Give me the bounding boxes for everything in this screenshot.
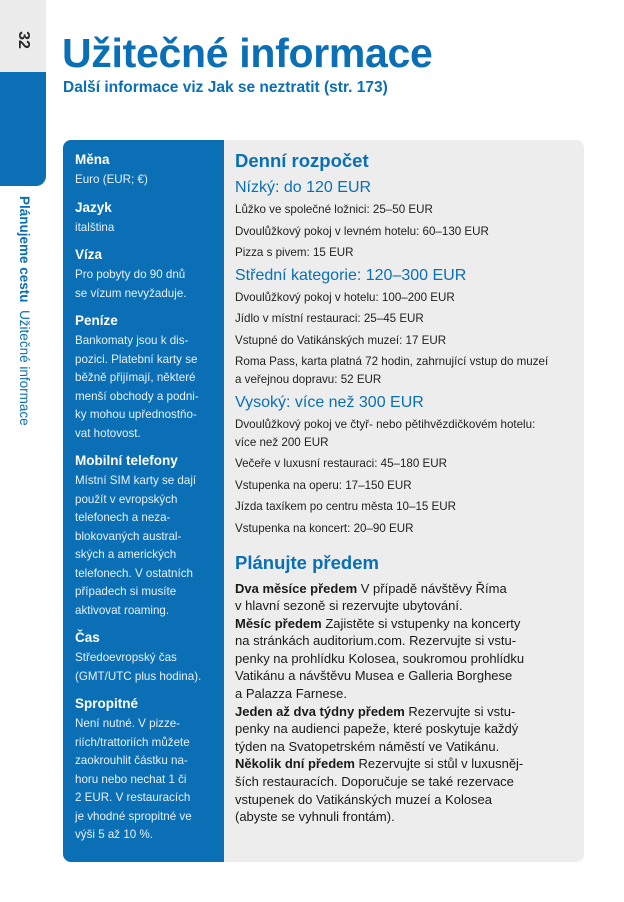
info-item <box>75 696 214 845</box>
budget-item-line: Vstupenka na operu: 17–150 EUR <box>235 478 412 492</box>
budget-item-line: více než 200 EUR <box>235 435 329 449</box>
info-card <box>63 140 584 862</box>
info-line: výši 5 až 10 %. <box>75 828 153 841</box>
info-line: Místní SIM karty se dají <box>75 474 197 487</box>
info-item <box>75 152 214 190</box>
info-heading: Víza <box>75 247 103 262</box>
plan-entry-label: Měsíc předem <box>235 615 322 631</box>
plan-entry <box>235 755 577 825</box>
info-heading: Peníze <box>75 313 118 328</box>
info-line: telefonech. V ostatních <box>75 566 193 580</box>
budget-item <box>235 310 577 328</box>
info-heading: Mobilní telefony <box>75 453 178 468</box>
plan-entry-text: V případě návštěvy Říma <box>357 580 507 596</box>
budget-item <box>235 332 577 350</box>
plan-entry-line <box>235 703 577 721</box>
quick-facts-column <box>63 140 224 862</box>
plan-entry-line: na stránkách auditorium.com. Rezervujte si vstu- <box>235 633 517 649</box>
budget-item-line: Jízda taxíkem po centru města 10–15 EUR <box>235 500 457 513</box>
plan-entry-line: v hlavní sezoně si rezervujte ubytování. <box>235 598 463 614</box>
info-line: případech si musíte <box>75 585 177 598</box>
budget-item-line: Lůžko ve společné ložnici: 25–50 EUR <box>235 203 433 216</box>
budget-tiers <box>235 178 577 538</box>
info-text <box>75 332 214 443</box>
budget-item <box>235 353 577 389</box>
info-heading: Spropitné <box>75 696 138 711</box>
budget-item <box>235 223 577 241</box>
budget-item-line: Pizza s pivem: 15 EUR <box>235 246 354 259</box>
info-line: Bankomaty jsou k dis- <box>75 334 189 347</box>
plan-entry-text: Zajistěte si vstupenky na koncerty <box>321 615 521 631</box>
section-label <box>0 190 46 490</box>
info-line: menší obchody a podni- <box>75 389 199 403</box>
main-column <box>235 150 577 826</box>
info-line: telefonech a neza- <box>75 511 171 524</box>
info-item <box>75 313 214 443</box>
info-line: ských a amerických <box>75 548 177 561</box>
info-line: riích/trattoriích můžete <box>75 735 190 749</box>
info-item <box>75 247 214 303</box>
plan-entry-text: Rezervujte si vstu- <box>404 703 516 719</box>
budget-item-line: Večeře v luxusní restauraci: 45–180 EUR <box>235 457 448 470</box>
info-line: se vízum nevyžaduje. <box>75 286 187 300</box>
budget-item-line: a veřejnou dopravu: 52 EUR <box>235 373 382 386</box>
info-text <box>75 715 214 845</box>
info-line: vat hotovost. <box>75 426 141 440</box>
info-line: běžně přijímají, některé <box>75 371 196 384</box>
side-tab-accent <box>0 72 46 186</box>
budget-item-line: Dvoulůžkový pokoj v hotelu: 100–200 EUR <box>235 290 455 304</box>
plan-entry-line: týden na Svatopetrském náměstí ve Vatikánu. <box>235 738 500 754</box>
page-subtitle: Další informace viz Jak se neztratit (str. 173) <box>63 79 388 96</box>
budget-title: Denní rozpočet <box>235 150 369 171</box>
plan-entry-line <box>235 580 577 598</box>
plan-entry-line: ších restauracích. Doporučuje se také rezervace <box>235 774 514 790</box>
info-text <box>75 266 214 303</box>
plan-entry-line: a Palazza Farnese. <box>235 686 348 702</box>
info-line: Euro (EUR; €) <box>75 173 148 186</box>
budget-item <box>235 289 577 307</box>
info-line: pozici. Platební karty se <box>75 352 198 366</box>
budget-item <box>235 455 577 473</box>
info-line: Není nutné. V pizze- <box>75 717 181 730</box>
info-heading: Jazyk <box>75 199 112 215</box>
section-name: Plánujeme cestu <box>17 196 32 303</box>
info-item <box>75 453 214 620</box>
plan-entry <box>235 615 577 703</box>
budget-item-line: Jídlo v místní restauraci: 25–45 EUR <box>235 312 424 325</box>
budget-item-line: Vstupenka na koncert: 20–90 EUR <box>235 521 414 535</box>
info-line: ky mohou upřednostňo- <box>75 408 197 421</box>
info-text <box>75 472 214 620</box>
info-line: (GMT/UTC plus hodina). <box>75 669 202 683</box>
info-line: aktivovat roaming. <box>75 603 170 617</box>
plan-entry-label: Jeden až dva týdny předem <box>235 703 405 719</box>
plan-title: Plánujte předem <box>235 551 379 573</box>
budget-item <box>235 201 577 219</box>
info-line: je vhodné spropitné ve <box>75 809 192 823</box>
info-item <box>75 630 214 686</box>
page-title: Užitečné informace <box>62 30 433 76</box>
budget-tier-label: Nízký: do 120 EUR <box>235 179 372 196</box>
subsection-name: Užitečné informace <box>17 310 32 426</box>
plan-entry <box>235 580 577 615</box>
plan-entry-text: Rezervujte si stůl v luxusněj- <box>354 756 524 772</box>
plan-entry <box>235 703 577 756</box>
budget-tier-label: Střední kategorie: 120–300 EUR <box>235 266 467 284</box>
budget-item-line: Dvoulůžkový pokoj ve čtyř- nebo pětihvězdičkovém hotelu: <box>235 417 536 431</box>
plan-entry-line: penky na audienci papeže, které poskytuje každý <box>235 721 519 737</box>
plan-entry-line: Vatikánu a návštěvu Musea e Galleria Borghese <box>235 668 513 684</box>
budget-item <box>235 244 577 262</box>
info-line: 2 EUR. V restauracích <box>75 791 191 804</box>
plan-entry-line: penky na prohlídku Kolosea, soukromou prohlídku <box>235 650 525 666</box>
info-heading: Čas <box>75 630 100 645</box>
page-number: 32 <box>14 31 32 49</box>
plan-entry-line: (abyste se vyhnuli frontám). <box>235 809 395 825</box>
info-text <box>75 219 214 238</box>
info-heading: Měna <box>75 152 110 167</box>
info-line: použít v evropských <box>75 492 178 506</box>
info-line: blokovaných austral- <box>75 529 182 543</box>
info-line: zaokrouhlit částku na- <box>75 754 188 767</box>
plan-entry-label: Několik dní předem <box>235 756 355 772</box>
plan-entry-line: vstupenek do Vatikánských muzeí a Kolosea <box>235 791 493 807</box>
budget-item <box>235 416 577 452</box>
info-line: Středoevropský čas <box>75 651 177 664</box>
info-text <box>75 649 214 686</box>
budget-item-line: Vstupné do Vatikánských muzeí: 17 EUR <box>235 333 447 347</box>
info-item <box>75 200 214 238</box>
budget-item <box>235 498 577 516</box>
budget-item-line: Roma Pass, karta platná 72 hodin, zahrnující vstup do muzeí <box>235 355 549 368</box>
plan-entry-line <box>235 615 577 633</box>
info-line: horu nebo nechat 1 či <box>75 772 187 786</box>
info-line: italština <box>75 220 115 234</box>
plan-entry-line <box>235 755 577 773</box>
budget-item-line: Dvoulůžkový pokoj v levném hotelu: 60–130 EUR <box>235 224 489 238</box>
info-line: Pro pobyty do 90 dnů <box>75 268 186 281</box>
info-text <box>75 171 214 190</box>
budget-tier-label: Vysoký: více než 300 EUR <box>235 393 424 411</box>
plan-entry-label: Dva měsíce předem <box>235 580 358 596</box>
budget-item <box>235 477 577 495</box>
budget-item <box>235 520 577 538</box>
plan-entries <box>235 580 577 826</box>
